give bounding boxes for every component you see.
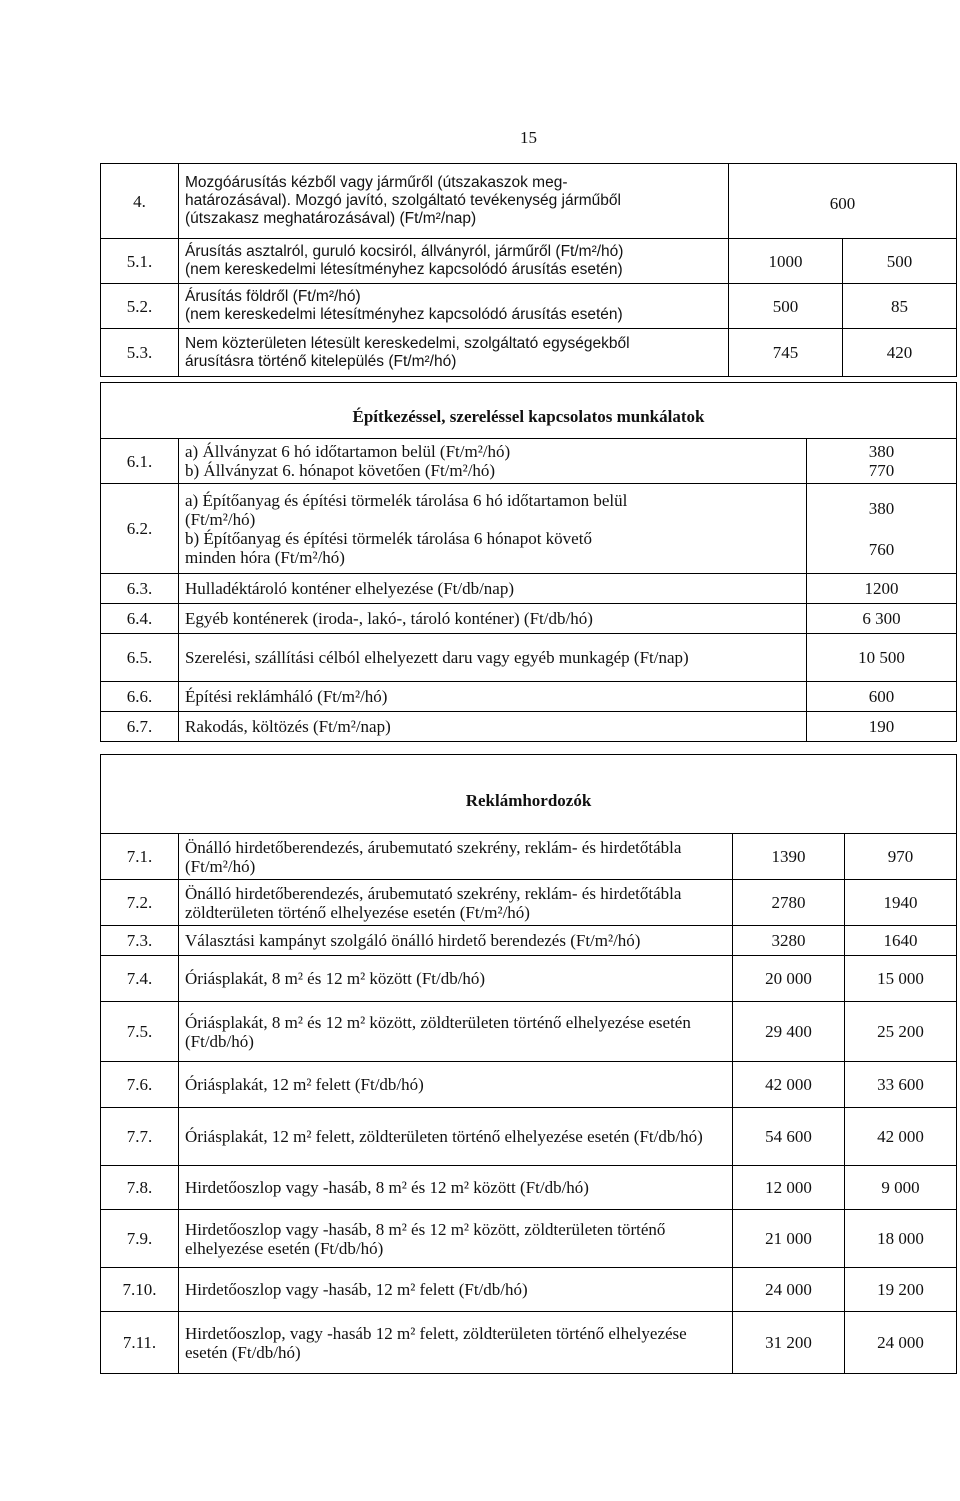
description-line: b) Állványzat 6. hónapot követően (Ft/m²/hó): [185, 461, 496, 480]
row-description: Hulladéktároló konténer elhelyezése (Ft/db/nap): [179, 574, 807, 604]
vending-fees-table: [100, 163, 957, 377]
row-value-1: 3280: [733, 926, 845, 956]
row-value-2: 500: [843, 239, 957, 284]
row-value: 190: [807, 712, 957, 742]
row-values: [807, 484, 957, 574]
table-row: [101, 484, 957, 574]
row-number: 7.7.: [101, 1108, 179, 1166]
row-description: [179, 329, 729, 377]
table-row: [101, 1268, 957, 1312]
description-line: (nem kereskedelmi létesítményhez kapcsolódó árusítás esetén): [185, 306, 623, 323]
row-value-2: 42 000: [845, 1108, 957, 1166]
table-row: [101, 574, 957, 604]
row-number: 7.10.: [101, 1268, 179, 1312]
row-number: 6.2.: [101, 484, 179, 574]
row-value-2: 85: [843, 284, 957, 329]
row-value-1: 500: [729, 284, 843, 329]
table-row: [101, 712, 957, 742]
description-line: a) Állványzat 6 hó időtartamon belül (Ft/m²/hó): [185, 442, 511, 461]
row-value-2: 15 000: [845, 956, 957, 1002]
row-description: [179, 164, 729, 239]
row-value-1: 2780: [733, 880, 845, 926]
row-values: [807, 439, 957, 484]
section-heading-row: [101, 755, 957, 834]
description-line: (útszakasz meghatározásával) (Ft/m²/nap): [185, 210, 477, 227]
row-value-1: 20 000: [733, 956, 845, 1002]
row-value-1: 745: [729, 329, 843, 377]
section-heading: Építkezéssel, szereléssel kapcsolatos munkálatok: [101, 383, 957, 439]
row-description: Óriásplakát, 8 m² és 12 m² között (Ft/db/hó): [179, 956, 733, 1002]
row-value-1: 42 000: [733, 1062, 845, 1108]
value-b: 760: [868, 539, 895, 559]
row-description: Hirdetőoszlop vagy -hasáb, 8 m² és 12 m² között (Ft/db/hó): [179, 1166, 733, 1210]
row-value-1: 21 000: [733, 1210, 845, 1268]
row-number: 6.3.: [101, 574, 179, 604]
row-value: 6 300: [807, 604, 957, 634]
row-number: 6.1.: [101, 439, 179, 484]
row-number: 5.1.: [101, 239, 179, 284]
description-line: b) Építőanyag és építési törmelék tárolása 6 hónapot követő: [185, 528, 592, 548]
row-value-2: 24 000: [845, 1312, 957, 1374]
row-value-1: 12 000: [733, 1166, 845, 1210]
row-value-1: 54 600: [733, 1108, 845, 1166]
row-number: 7.1.: [101, 834, 179, 880]
table-row: [101, 834, 957, 880]
row-description: [179, 484, 807, 574]
row-number: 7.9.: [101, 1210, 179, 1268]
table-row: [101, 956, 957, 1002]
table-row: [101, 284, 957, 329]
description-line: Árusítás földről (Ft/m²/hó): [185, 288, 361, 305]
row-number: 7.5.: [101, 1002, 179, 1062]
description-line: (nem kereskedelmi létesítményhez kapcsolódó árusítás esetén): [185, 261, 623, 278]
row-description: Önálló hirdetőberendezés, árubemutató szekrény, reklám- és hirdetőtábla zöldterületen történő elhelyezése esetén (Ft/m²/hó): [179, 880, 733, 926]
description-line: Árusítás asztalról, guruló kocsiról, állványról, járműről (Ft/m²/hó): [185, 243, 624, 260]
row-number: 7.4.: [101, 956, 179, 1002]
table-row: [101, 682, 957, 712]
table-row: [101, 1312, 957, 1374]
value-a: 380: [868, 498, 895, 518]
row-description: [179, 239, 729, 284]
row-value-1: 29 400: [733, 1002, 845, 1062]
row-value-2: 25 200: [845, 1002, 957, 1062]
table-row: [101, 439, 957, 484]
description-line: árusításra történő kitelepülés (Ft/m²/hó): [185, 352, 457, 370]
row-value-2: 33 600: [845, 1062, 957, 1108]
table-row: [101, 239, 957, 284]
row-value-2: 970: [845, 834, 957, 880]
row-description: Hirdetőoszlop vagy -hasáb, 12 m² felett (Ft/db/hó): [179, 1268, 733, 1312]
row-value: 600: [807, 682, 957, 712]
row-value-2: 1640: [845, 926, 957, 956]
row-value-1: 24 000: [733, 1268, 845, 1312]
row-value-2: 420: [843, 329, 957, 377]
row-description: Rakodás, költözés (Ft/m²/nap): [179, 712, 807, 742]
row-number: 6.7.: [101, 712, 179, 742]
row-description: [179, 439, 807, 484]
description-line: Nem közterületen létesült kereskedelmi, szolgáltató egységekből: [185, 334, 630, 352]
row-value-2: 1940: [845, 880, 957, 926]
description-line: minden hóra (Ft/m²/hó): [185, 547, 345, 567]
row-description: Óriásplakát, 12 m² felett, zöldterületen történő elhelyezése esetén (Ft/db/hó): [179, 1108, 733, 1166]
row-description: Hirdetőoszlop vagy -hasáb, 8 m² és 12 m² között, zöldterületen történő elhelyezése esetén (Ft/db/hó): [179, 1210, 733, 1268]
row-description: Választási kampányt szolgáló önálló hirdető berendezés (Ft/m²/hó): [179, 926, 733, 956]
row-description: Építési reklámháló (Ft/m²/hó): [179, 682, 807, 712]
advertising-fees-table: [100, 754, 957, 1374]
row-value-1: 1000: [729, 239, 843, 284]
description-line: határozásával). Mozgó javító, szolgáltató tevékenység járműből: [185, 192, 621, 209]
row-number: 4.: [101, 164, 179, 239]
row-value-1: 31 200: [733, 1312, 845, 1374]
table-row: [101, 1108, 957, 1166]
row-number: 6.5.: [101, 634, 179, 682]
table-row: [101, 1062, 957, 1108]
value-a: 380: [868, 442, 895, 461]
row-value-2: 19 200: [845, 1268, 957, 1312]
row-value-2: 18 000: [845, 1210, 957, 1268]
table-row: [101, 604, 957, 634]
row-description: [179, 284, 729, 329]
row-number: 5.2.: [101, 284, 179, 329]
row-description: Óriásplakát, 12 m² felett (Ft/db/hó): [179, 1062, 733, 1108]
row-value: 600: [729, 164, 957, 239]
table-row: [101, 880, 957, 926]
row-number: 7.6.: [101, 1062, 179, 1108]
row-number: 6.6.: [101, 682, 179, 712]
row-number: 7.8.: [101, 1166, 179, 1210]
row-value-1: 1390: [733, 834, 845, 880]
row-value-2: 9 000: [845, 1166, 957, 1210]
page-number: 15: [520, 128, 537, 147]
row-number: 7.2.: [101, 880, 179, 926]
row-description: Egyéb konténerek (iroda-, lakó-, tároló konténer) (Ft/db/hó): [179, 604, 807, 634]
row-number: 5.3.: [101, 329, 179, 377]
section-heading: Reklámhordozók: [101, 755, 957, 834]
description-line: a) Építőanyag és építési törmelék tárolása 6 hó időtartamon belül: [185, 490, 628, 510]
table-row: [101, 329, 957, 377]
table-row: [101, 634, 957, 682]
row-value: 10 500: [807, 634, 957, 682]
description-line: (Ft/m²/hó): [185, 509, 256, 529]
table-row: [101, 1002, 957, 1062]
section-heading-row: [101, 383, 957, 439]
table-row: [101, 1210, 957, 1268]
description-line: Mozgóárusítás kézből vagy járműről (útszakaszok meg-: [185, 174, 568, 191]
row-number: 6.4.: [101, 604, 179, 634]
row-number: 7.11.: [101, 1312, 179, 1374]
row-description: Óriásplakát, 8 m² és 12 m² között, zöldterületen történő elhelyezése esetén (Ft/db/hó): [179, 1002, 733, 1062]
row-number: 7.3.: [101, 926, 179, 956]
table-row: [101, 926, 957, 956]
construction-fees-table: [100, 382, 957, 742]
table-row: [101, 164, 957, 239]
table-row: [101, 1166, 957, 1210]
row-value: 1200: [807, 574, 957, 604]
row-description: Önálló hirdetőberendezés, árubemutató szekrény, reklám- és hirdetőtábla (Ft/m²/hó): [179, 834, 733, 880]
value-b: 770: [868, 461, 895, 480]
row-description: Hirdetőoszlop, vagy -hasáb 12 m² felett, zöldterületen történő elhelyezése esetén (Ft/db/hó): [179, 1312, 733, 1374]
row-description: Szerelési, szállítási célból elhelyezett daru vagy egyéb munkagép (Ft/nap): [179, 634, 807, 682]
